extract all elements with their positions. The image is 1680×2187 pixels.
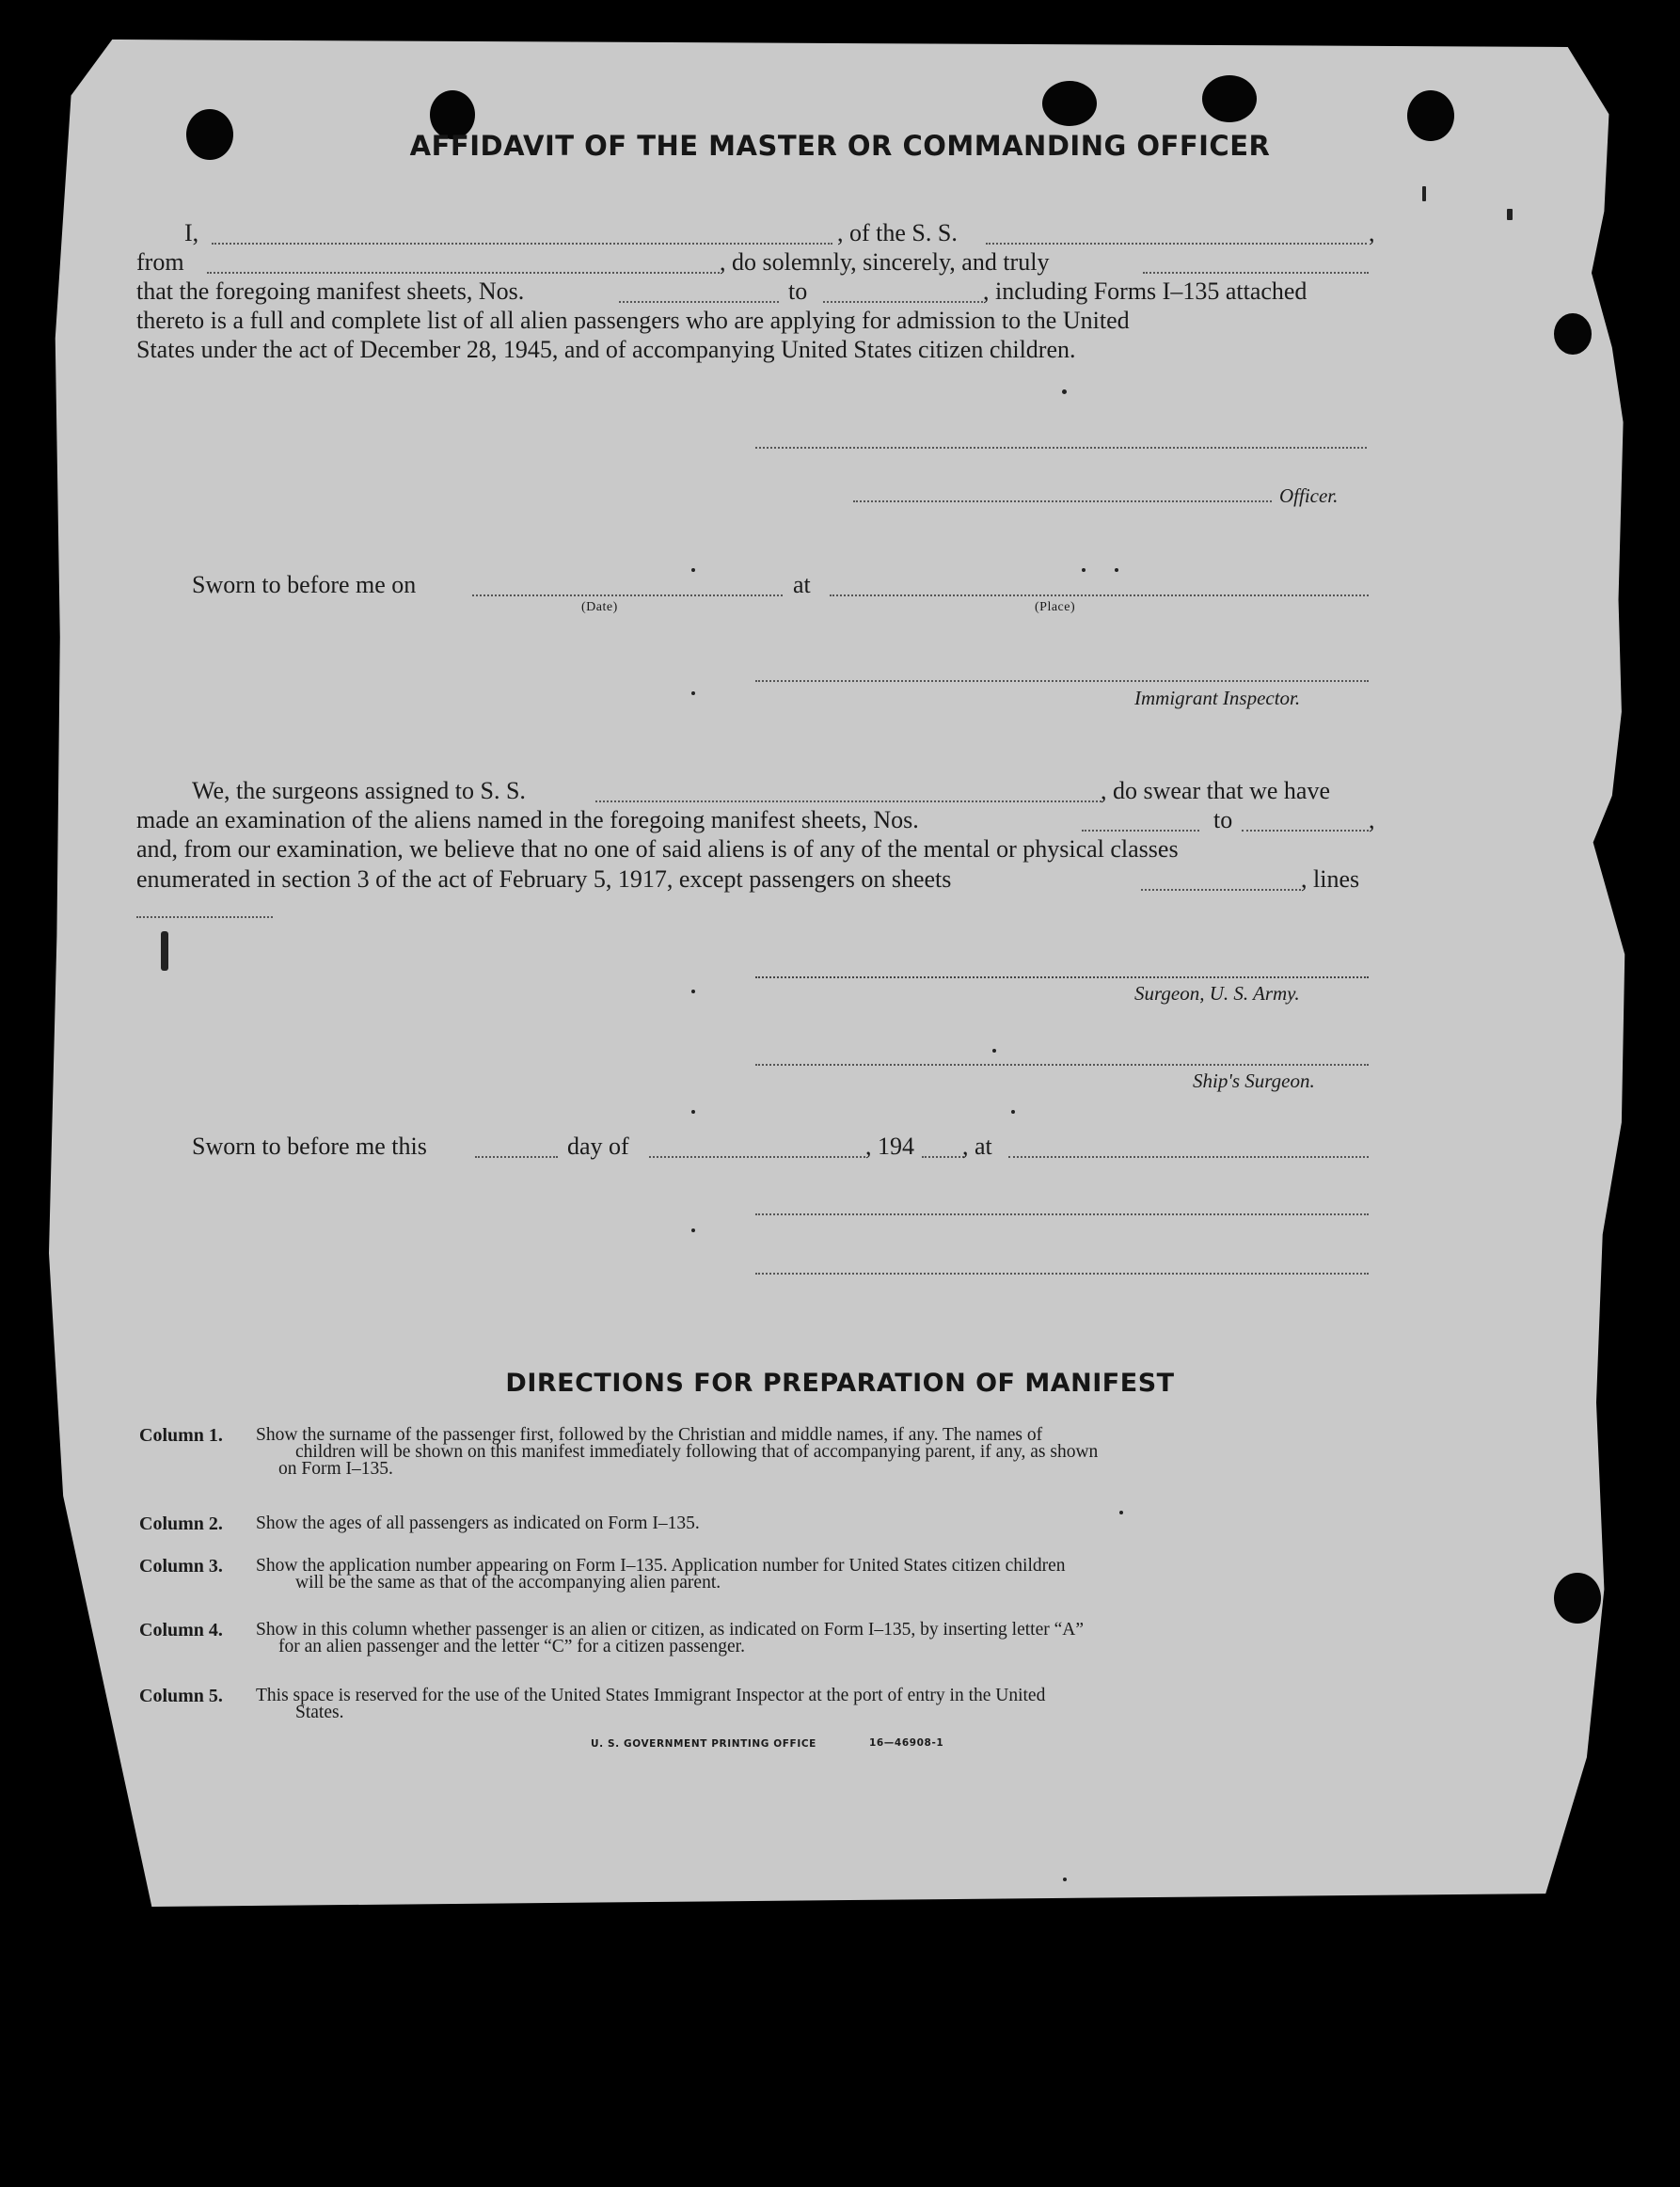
signature-line[interactable] [755,447,1367,449]
affidavit-line-5: States under the act of December 28, 1945, and of accompanying United States citizen children. [136,336,1076,363]
ink-speck [1507,209,1513,220]
sworn2-at-label: , at [962,1133,992,1160]
column-3-text: Show the application number appearing on Form I–135. Application number for United States citizen children will be the same as that of the accompanying alien parent. [256,1556,1066,1593]
sworn-date-field[interactable] [472,594,783,596]
inspector-signature-field[interactable] [755,680,1369,682]
column-2-text: Show the ages of all passengers as indicated on Form I–135. [256,1513,700,1533]
day-field[interactable] [475,1156,558,1158]
column-1-text: Show the surname of the passenger first, followed by the Christian and middle names, if any. The names of children will be shown on this manifest immediately following that of accompanying parent, if any, as shown on Form I–135. [256,1425,1099,1479]
punch-hole [1554,313,1592,355]
affidavit-i: I, [184,219,199,246]
surgeons-to-label: to [1213,806,1233,833]
column-1-label: Column 1. [139,1425,223,1446]
of-ss-label: , of the S. S. [837,219,958,246]
sworn-at-label: at [793,571,811,598]
solemnly-field[interactable] [1143,272,1369,274]
affidavit-line-4: thereto is a full and complete list of all alien passengers who are applying for admission to the United [136,307,1130,334]
surgeons-line-1a: We, the surgeons assigned to S. S. [192,777,526,804]
surgeons-line-3: and, from our examination, we believe that no one of said aliens is of any of the mental or physical classes [136,835,1179,863]
ink-speck [1115,568,1118,572]
sheets-from-field[interactable] [619,301,779,303]
ink-speck [691,568,695,572]
ink-speck [1082,568,1086,572]
comma: , [1369,806,1375,833]
ink-speck [1011,1110,1015,1114]
comma: , [1369,219,1375,246]
from-field[interactable] [207,272,720,274]
ink-speck [691,1110,695,1114]
ink-speck [691,691,695,695]
date-caption: (Date) [581,600,618,614]
column-2-label: Column 2. [139,1513,223,1534]
officer-label: Officer. [1279,484,1339,507]
surgeons-line-1b: , do swear that we have [1101,777,1331,804]
except-sheets-field[interactable] [1141,889,1301,891]
sheets-to-field[interactable] [823,301,983,303]
officer-signature-field[interactable] [853,500,1272,502]
ink-speck [1119,1511,1123,1514]
solemnly-label: , do solemnly, sincerely, and truly [720,248,1050,276]
place-caption: (Place) [1035,600,1076,614]
punch-hole [1202,75,1257,122]
lines-field[interactable] [136,916,273,918]
ship-surgeon-signature-field[interactable] [755,1064,1369,1066]
day-of-label: day of [567,1133,629,1160]
including-label: , including Forms I–135 attached [983,277,1308,305]
army-surgeon-signature-field[interactable] [755,976,1369,978]
year-label: , 194 [865,1133,914,1160]
name-field[interactable] [212,243,832,245]
sworn2-place-field[interactable] [1008,1156,1369,1158]
inspector-label: Immigrant Inspector. [1134,687,1301,709]
ink-speck [1062,389,1067,394]
ink-speck [992,1049,996,1053]
affidavit-title: AFFIDAVIT OF THE MASTER OR COMMANDING OFFICER [409,130,1271,162]
directions-title: DIRECTIONS FOR PREPARATION OF MANIFEST [505,1369,1175,1398]
foregoing-label: that the foregoing manifest sheets, Nos. [136,277,525,305]
sworn-label: Sworn to before me on [192,571,417,598]
sworn2-signature-field-2[interactable] [755,1273,1369,1275]
ship-surgeon-label: Ship's Surgeon. [1193,1070,1315,1092]
month-field[interactable] [649,1156,865,1158]
surgeons-sheets-from-field[interactable] [1082,830,1199,832]
form-code: 16—46908-1 [869,1737,944,1749]
punch-hole [1042,81,1097,126]
ink-speck [161,931,168,971]
surgeons-line-2a: made an examination of the aliens named in the foregoing manifest sheets, Nos. [136,806,919,833]
sworn2-signature-field-1[interactable] [755,1213,1369,1215]
to-label: to [788,277,808,305]
sworn2-label: Sworn to before me this [192,1133,427,1160]
surgeons-ship-field[interactable] [595,800,1102,802]
ink-speck [691,1228,695,1232]
column-5-text: This space is reserved for the use of the United States Immigrant Inspector at the port of entry in the United States. [256,1686,1046,1722]
surgeons-line-4a: enumerated in section 3 of the act of February 5, 1917, except passengers on sheets [136,865,952,893]
column-3-label: Column 3. [139,1556,223,1577]
column-4-label: Column 4. [139,1620,223,1640]
ship-name-field[interactable] [986,243,1367,245]
column-5-label: Column 5. [139,1686,223,1706]
surgeons-sheets-to-field[interactable] [1242,830,1369,832]
ink-speck [1422,186,1426,201]
punch-hole [1554,1573,1601,1624]
year-field[interactable] [922,1156,964,1158]
ink-speck [691,990,695,993]
sworn-place-field[interactable] [830,594,1369,596]
column-4-text: Show in this column whether passenger is an alien or citizen, as indicated on Form I–135, by inserting letter “A” for an alien passenger and the letter “C” for a citizen passenger. [256,1620,1084,1656]
from-label: from [136,248,184,276]
lines-label: , lines [1301,865,1360,893]
printer-imprint: U. S. GOVERNMENT PRINTING OFFICE [591,1738,816,1750]
army-surgeon-label: Surgeon, U. S. Army. [1134,982,1300,1005]
ink-speck [1063,1878,1067,1881]
